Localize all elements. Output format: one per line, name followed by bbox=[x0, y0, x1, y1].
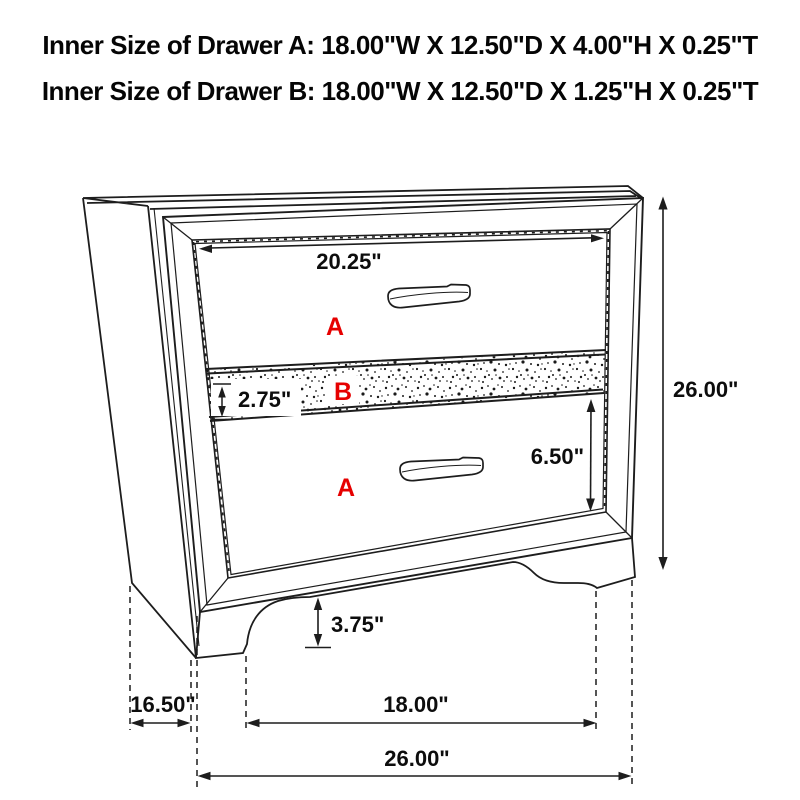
dim-a-height-arrow bbox=[586, 399, 595, 512]
bottom-rail-and-feet bbox=[196, 538, 635, 658]
diagram-title-line2: Inner Size of Drawer B: 18.00"W X 12.50"D X 1.25"H X 0.25"T bbox=[41, 76, 759, 106]
dim-overall-width-label: 26.00" bbox=[384, 746, 450, 771]
bottom-drawer-handle bbox=[400, 458, 483, 481]
drawer-a-bottom-label: A bbox=[336, 474, 356, 502]
dim-side-depth-arrow bbox=[131, 719, 191, 727]
cabinet-side-panel bbox=[83, 198, 199, 658]
diagram-title-line1: Inner Size of Drawer A: 18.00"W X 12.50"D X 4.00"H X 0.25"T bbox=[42, 30, 758, 60]
dim-a-height-label: 6.50" bbox=[530, 444, 584, 469]
dim-overall-width-arrow bbox=[198, 772, 632, 780]
cabinet-top-surface bbox=[83, 186, 643, 209]
drawer-a-top-label: A bbox=[325, 313, 345, 341]
dim-leg-height-label: 3.75" bbox=[331, 612, 385, 637]
dim-opening-width-arrow bbox=[199, 234, 604, 253]
dim-overall-height-arrow bbox=[658, 197, 667, 571]
dim-b-height-label: 2.75" bbox=[238, 387, 292, 412]
dim-leg-height-arrow bbox=[305, 598, 331, 648]
dim-opening-width-label: 20.25" bbox=[316, 249, 382, 274]
drawer-b-label: B bbox=[333, 378, 353, 406]
dim-overall-height-label: 26.00" bbox=[673, 377, 739, 402]
top-drawer-handle bbox=[388, 285, 470, 308]
dim-side-depth-label: 16.50" bbox=[130, 692, 196, 717]
dim-inner-width-label: 18.00" bbox=[383, 692, 449, 717]
dim-inner-width-arrow bbox=[247, 719, 597, 727]
